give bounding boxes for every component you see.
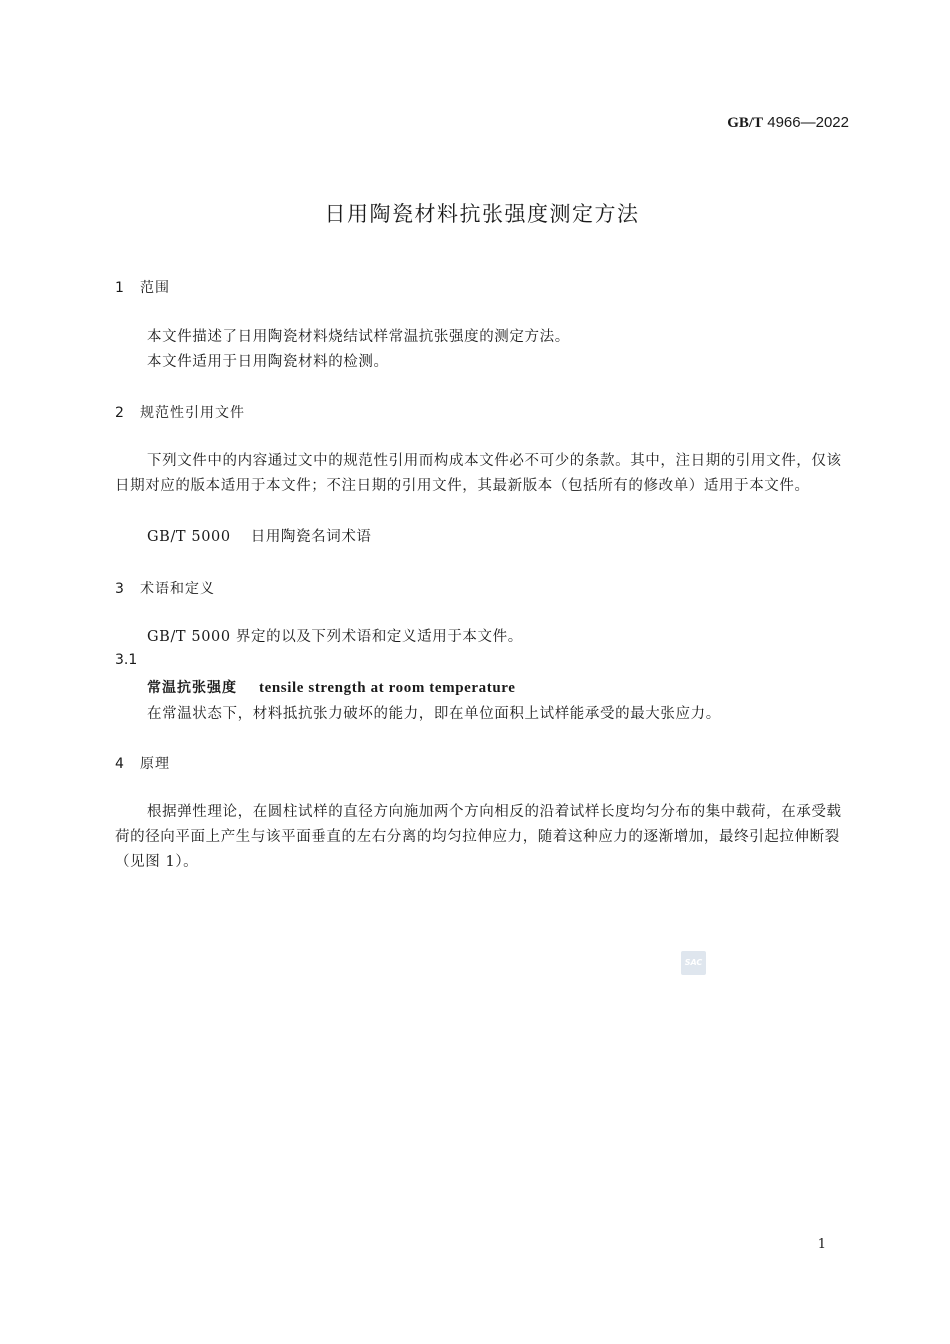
section-3-paragraph: GB/T 5000 界定的以及下列术语和定义适用于本文件。 xyxy=(147,629,523,645)
section-1-title: 范围 xyxy=(140,280,170,296)
section-4-paragraph: 根据弹性理论，在圆柱试样的直径方向施加两个方向相反的沿着试样长度均匀分布的集中载荷，在承受载荷的径向平面上产生与该平面垂直的左右分离的均匀拉伸应力，随着这种应力的逐渐增加，最终引起拉伸断裂（见图 1）。 xyxy=(115,804,842,870)
term-chinese: 常温抗张强度 xyxy=(147,680,237,696)
section-3-number: 3 xyxy=(115,581,125,597)
section-1-number: 1 xyxy=(115,280,125,296)
standard-code: 4966—2022 xyxy=(767,114,849,131)
term-english: tensile strength at room temperature xyxy=(259,680,516,696)
section-3-title: 术语和定义 xyxy=(140,581,215,597)
normative-reference xyxy=(147,525,372,546)
section-4-heading xyxy=(115,753,170,773)
subsection-3-1-number: 3.1 xyxy=(115,652,138,668)
section-4-number: 4 xyxy=(115,756,125,772)
term-entry xyxy=(147,677,516,697)
section-2-paragraph: 下列文件中的内容通过文中的规范性引用而构成本文件必不可少的条款。其中，注日期的引用文件，仅该日期对应的版本适用于本文件；不注日期的引用文件，其最新版本（包括所有的修改单）适用于本文件。 xyxy=(115,453,842,494)
section-2-number: 2 xyxy=(115,405,125,421)
section-1-paragraph-1: 本文件描述了日用陶瓷材料烧结试样常温抗张强度的测定方法。 xyxy=(147,329,570,345)
section-2-title: 规范性引用文件 xyxy=(140,405,245,421)
sac-watermark-logo: SAC xyxy=(681,951,706,975)
section-4-title: 原理 xyxy=(140,756,170,772)
standard-number xyxy=(727,114,849,132)
page-number: 1 xyxy=(817,1237,826,1252)
section-2-heading xyxy=(115,402,245,422)
reference-title: 日用陶瓷名词术语 xyxy=(250,529,372,545)
section-1-paragraph-2: 本文件适用于日用陶瓷材料的检测。 xyxy=(147,354,389,370)
reference-code: GB/T 5000 xyxy=(147,529,231,545)
section-3-heading xyxy=(115,578,215,598)
term-definition: 在常温状态下，材料抵抗张力破坏的能力，即在单位面积上试样能承受的最大张应力。 xyxy=(147,706,721,722)
standard-prefix: GB/T xyxy=(727,115,764,131)
section-1-heading xyxy=(115,277,170,297)
document-title: 日用陶瓷材料抗张强度测定方法 xyxy=(324,202,640,226)
